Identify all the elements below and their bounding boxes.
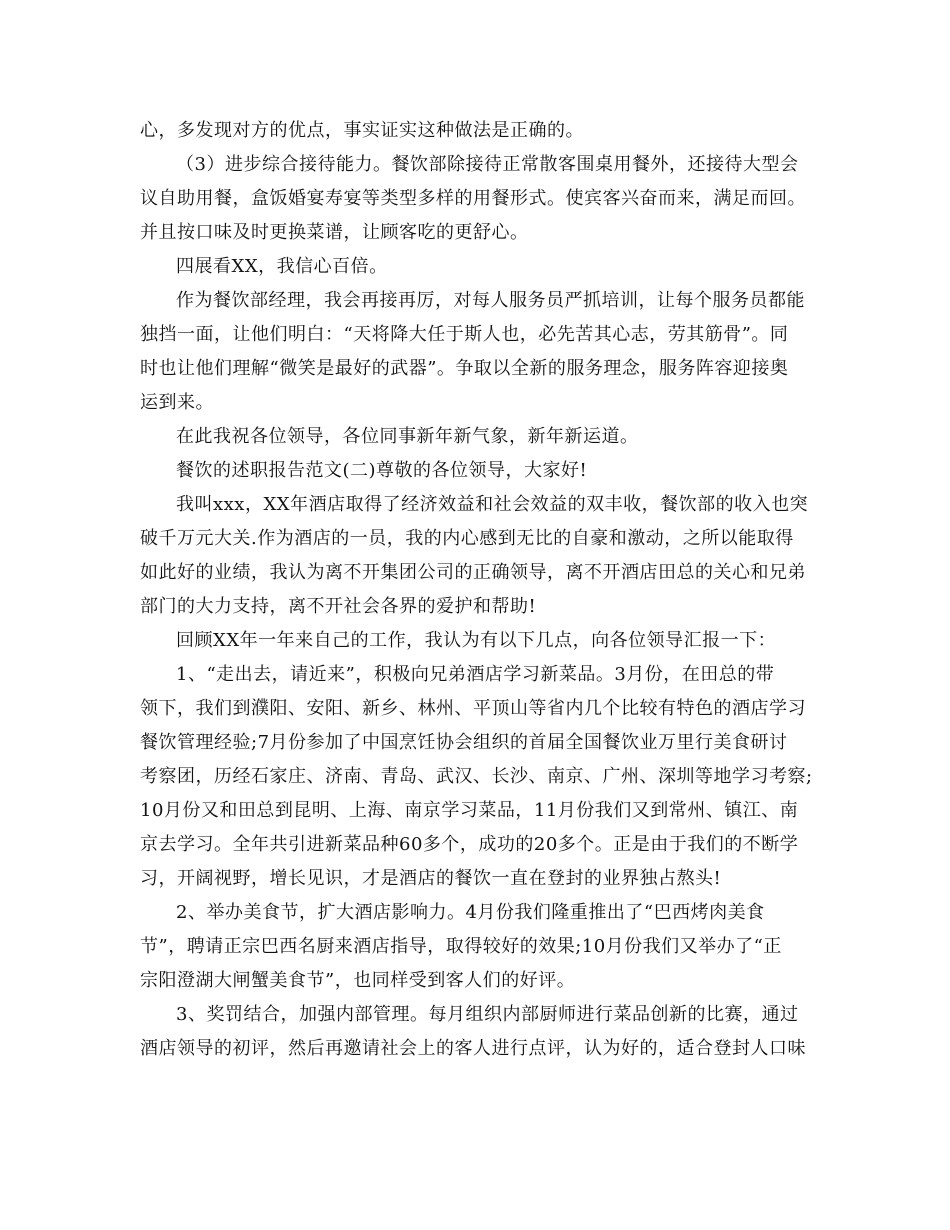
text-line: 时也让他们理解“微笑是最好的武器”。争取以全新的服务理念，服务阵容迎接奥: [140, 358, 789, 379]
text-line: 酒店领导的初评，然后再邀请社会上的客人进行点评，认为好的，适合登封人口味: [140, 1038, 806, 1059]
text-line: 独挡一面，让他们明白：“天将降大任于斯人也，必先苦其心志，劳其筋骨”。同: [140, 324, 789, 345]
text-line: 节”，聘请正宗巴西名厨来酒店指导，取得较好的效果;10月份我们又举办了“正: [140, 936, 782, 957]
text-line: 10月份又和田总到昆明、上海、南京学习菜品，11月份我们又到常州、镇江、南: [140, 800, 799, 821]
text-line: 在此我祝各位领导，各位同事新年新气象，新年新运道。: [176, 426, 639, 447]
text-line: 京去学习。全年共引进新菜品种60多个，成功的20多个。正是由于我们的不断学: [140, 834, 799, 855]
text-line: 作为餐饮部经理，我会再接再厉，对每人服务员严抓培训，让每个服务员都能: [176, 290, 805, 311]
text-line: 1、“走出去，请近来”，积极向兄弟酒店学习新菜品。3月份，在田总的带: [176, 664, 775, 685]
document-body: [140, 114, 820, 1066]
document-title: 餐饮的述职报告范文(二)尊敬的各位领导，大家好!: [176, 460, 588, 481]
text-line: 议自助用餐，盒饭婚宴寿宴等类型多样的用餐形式。使宾客兴奋而来，满足而回。: [140, 188, 806, 209]
text-line: 宗阳澄湖大闸蟹美食节”，也同样受到客人们的好评。: [140, 970, 576, 991]
section-heading: 四展看XX，我信心百倍。: [176, 256, 388, 277]
text-line: 心，多发现对方的优点，事实证实这种做法是正确的。: [140, 120, 584, 141]
text-line: （3）进步综合接待能力。餐饮部除接待正常散客围桌用餐外，还接待大型会: [176, 154, 799, 175]
text-line: 部门的大力支持，离不开社会各界的爱护和帮助!: [140, 596, 537, 617]
text-line: 2、举办美食节，扩大酒店影响力。4月份我们隆重推出了“巴西烤肉美食: [176, 902, 765, 923]
text-line: 习，开阔视野，增长见识，才是酒店的餐饮一直在登封的业界独占熬头!: [140, 868, 722, 889]
text-line: 回顾XX年一年来自己的工作，我认为有以下几点，向各位领导汇报一下：: [176, 630, 777, 651]
text-line: 破千万元大关.作为酒店的一员，我的内心感到无比的自豪和激动，之所以能取得: [140, 528, 794, 549]
text-line: 我叫xxx，XX年酒店取得了经济效益和社会效益的双丰收，餐饮部的收入也突: [176, 494, 809, 515]
text-line: 运到来。: [140, 392, 214, 413]
text-line: 3、奖罚结合，加强内部管理。每月组织内部厨师进行菜品创新的比赛，通过: [176, 1004, 799, 1025]
text-line: 领下，我们到濮阳、安阳、新乡、林州、平顶山等省内几个比较有特色的酒店学习: [140, 698, 806, 719]
text-line: 并且按口味及时更换菜谱，让顾客吃的更舒心。: [140, 222, 529, 243]
text-line: 餐饮管理经验;7月份参加了中国烹饪协会组织的首届全国餐饮业万里行美食研讨: [140, 732, 788, 753]
text-line: 考察团，历经石家庄、济南、青岛、武汉、长沙、南京、广州、深圳等地学习考察;: [140, 766, 813, 787]
text-line: 如此好的业绩，我认为离不开集团公司的正确领导，离不开酒店田总的关心和兄弟: [140, 562, 806, 583]
